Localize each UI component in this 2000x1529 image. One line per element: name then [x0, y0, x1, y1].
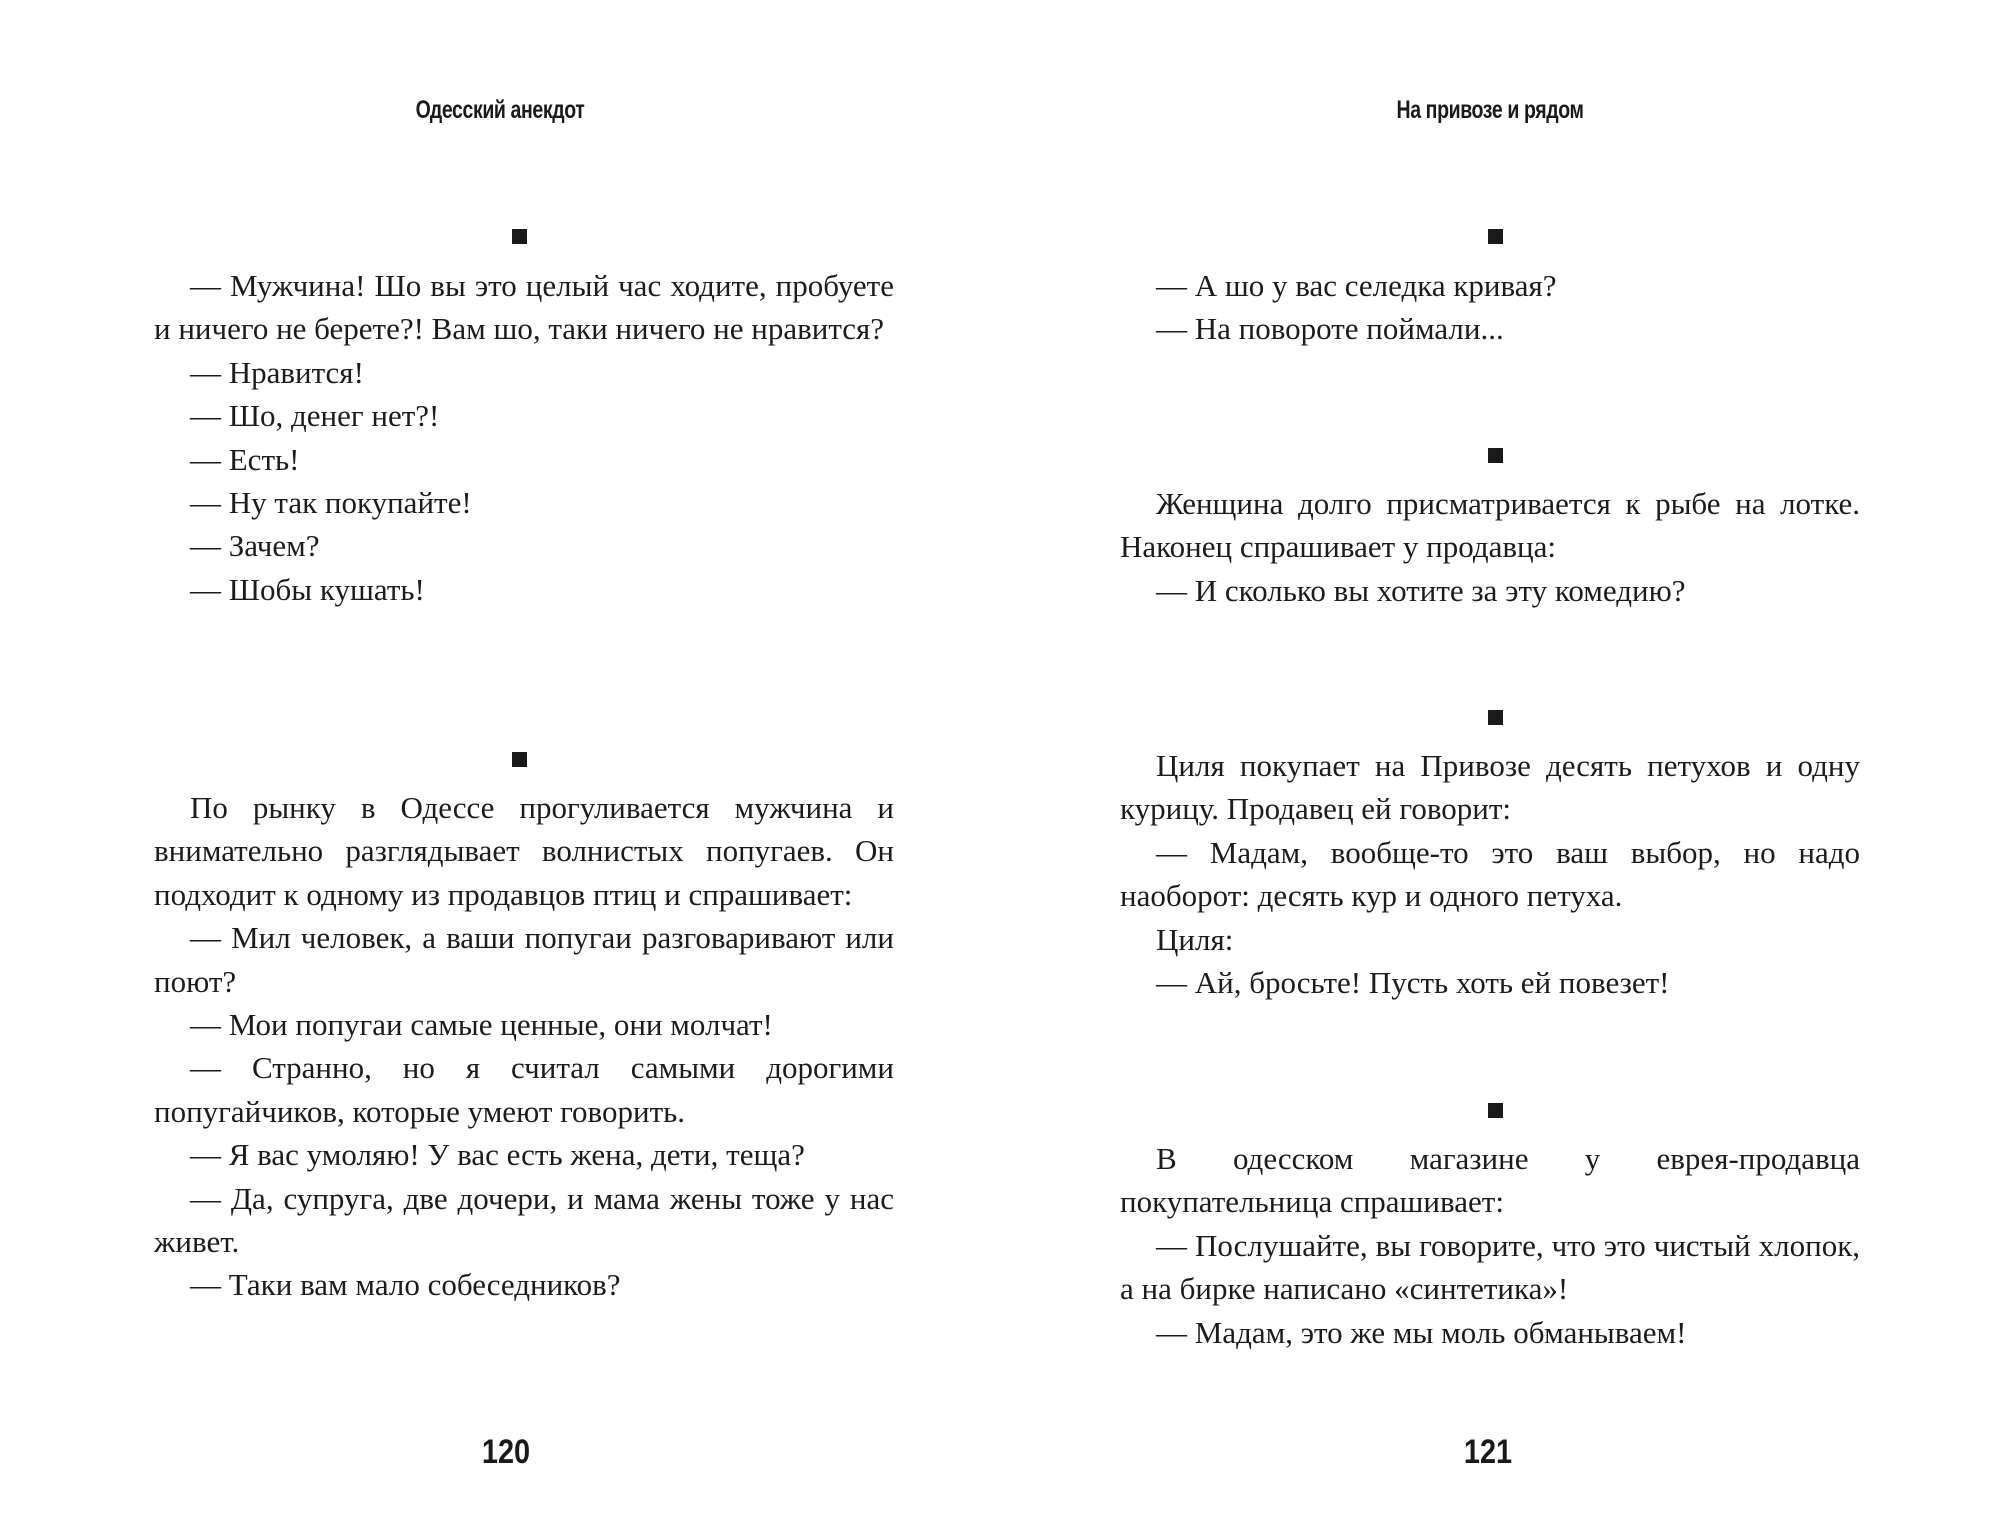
joke-left-1: [154, 264, 894, 611]
joke-paragraph: — Таки вам мало собеседников?: [190, 1267, 621, 1303]
joke-paragraph: — Ну так покупайте!: [190, 485, 472, 521]
running-head-left: Одесский анекдот: [415, 96, 585, 124]
section-marker-icon: [1488, 710, 1503, 725]
joke-paragraph: — Зачем?: [190, 528, 320, 564]
joke-paragraph: Женщина долго присматривается к рыбе на лотке. Наконец спрашивает у продавца:: [1120, 486, 1860, 565]
section-marker-icon: [1488, 1103, 1503, 1118]
joke-paragraph: — Послушайте, вы говорите, что это чистый хлопок, а на бирке написано «синтетика»!: [1120, 1227, 1860, 1307]
joke-paragraph: — Да, супруга, две дочери, и мама жены тоже у нас живет.: [154, 1180, 894, 1260]
section-marker-icon: [512, 229, 527, 244]
joke-paragraph: — Шобы кушать!: [190, 571, 425, 607]
joke-paragraph: — А шо у вас селедка кривая?: [1156, 268, 1557, 303]
joke-paragraph: Циля покупает на Привозе десять петухов и одну курицу. Продавец ей говорит:: [1120, 748, 1860, 827]
section-marker-icon: [1488, 229, 1503, 244]
page-number-right: 121: [1463, 1433, 1513, 1471]
joke-paragraph: По рынку в Одессе прогуливается мужчина и внимательно разглядывает волнистых попугаев. Он подходит к одному из продавцов птиц и спрашивает:: [154, 790, 894, 912]
page-number-left: 120: [481, 1433, 531, 1471]
joke-paragraph: — Нравится!: [190, 354, 364, 390]
right-page: [1000, 0, 2000, 1529]
joke-paragraph: — И сколько вы хотите за эту комедию?: [1156, 572, 1686, 608]
joke-right-3: [1120, 744, 1860, 1004]
joke-paragraph: — Странно, но я считал самыми дорогими попугайчиков, которые умеют говорить.: [154, 1050, 894, 1129]
joke-paragraph: — Мужчина! Шо вы это целый час ходите, пробуете и ничего не берете?! Вам шо, таки ничего не нравится?: [154, 268, 894, 347]
joke-right-4: [1120, 1137, 1860, 1354]
joke-paragraph: — Ай, бросьте! Пусть хоть ей повезет!: [1156, 965, 1670, 1001]
joke-paragraph: — Мадам, вообще-то это ваш выбор, но надо наоборот: десять кур и одного петуха.: [1120, 834, 1860, 914]
joke-paragraph: — Мои попугаи самые ценные, они молчат!: [190, 1007, 773, 1043]
joke-paragraph: — Шо, денег нет?!: [190, 398, 440, 434]
running-head-right: На привозе и рядом: [1396, 96, 1584, 124]
section-marker-icon: [1488, 448, 1503, 463]
joke-paragraph: — Я вас умоляю! У вас есть жена, дети, теща?: [190, 1137, 805, 1173]
joke-right-1: [1120, 264, 1860, 351]
section-marker-icon: [512, 752, 527, 767]
joke-paragraph: — Есть!: [190, 441, 300, 477]
joke-paragraph: В одесском магазине у еврея-продавца покупательница спрашивает:: [1120, 1141, 1860, 1220]
joke-right-2: [1120, 482, 1860, 612]
joke-left-2: [154, 786, 894, 1307]
joke-paragraph: Циля:: [1156, 921, 1234, 957]
joke-paragraph: — Мил человек, а ваши попугаи разговаривают или поют?: [154, 920, 894, 999]
joke-paragraph: — Мадам, это же мы моль обманываем!: [1156, 1314, 1687, 1350]
joke-paragraph: — На повороте поймали...: [1156, 311, 1504, 347]
